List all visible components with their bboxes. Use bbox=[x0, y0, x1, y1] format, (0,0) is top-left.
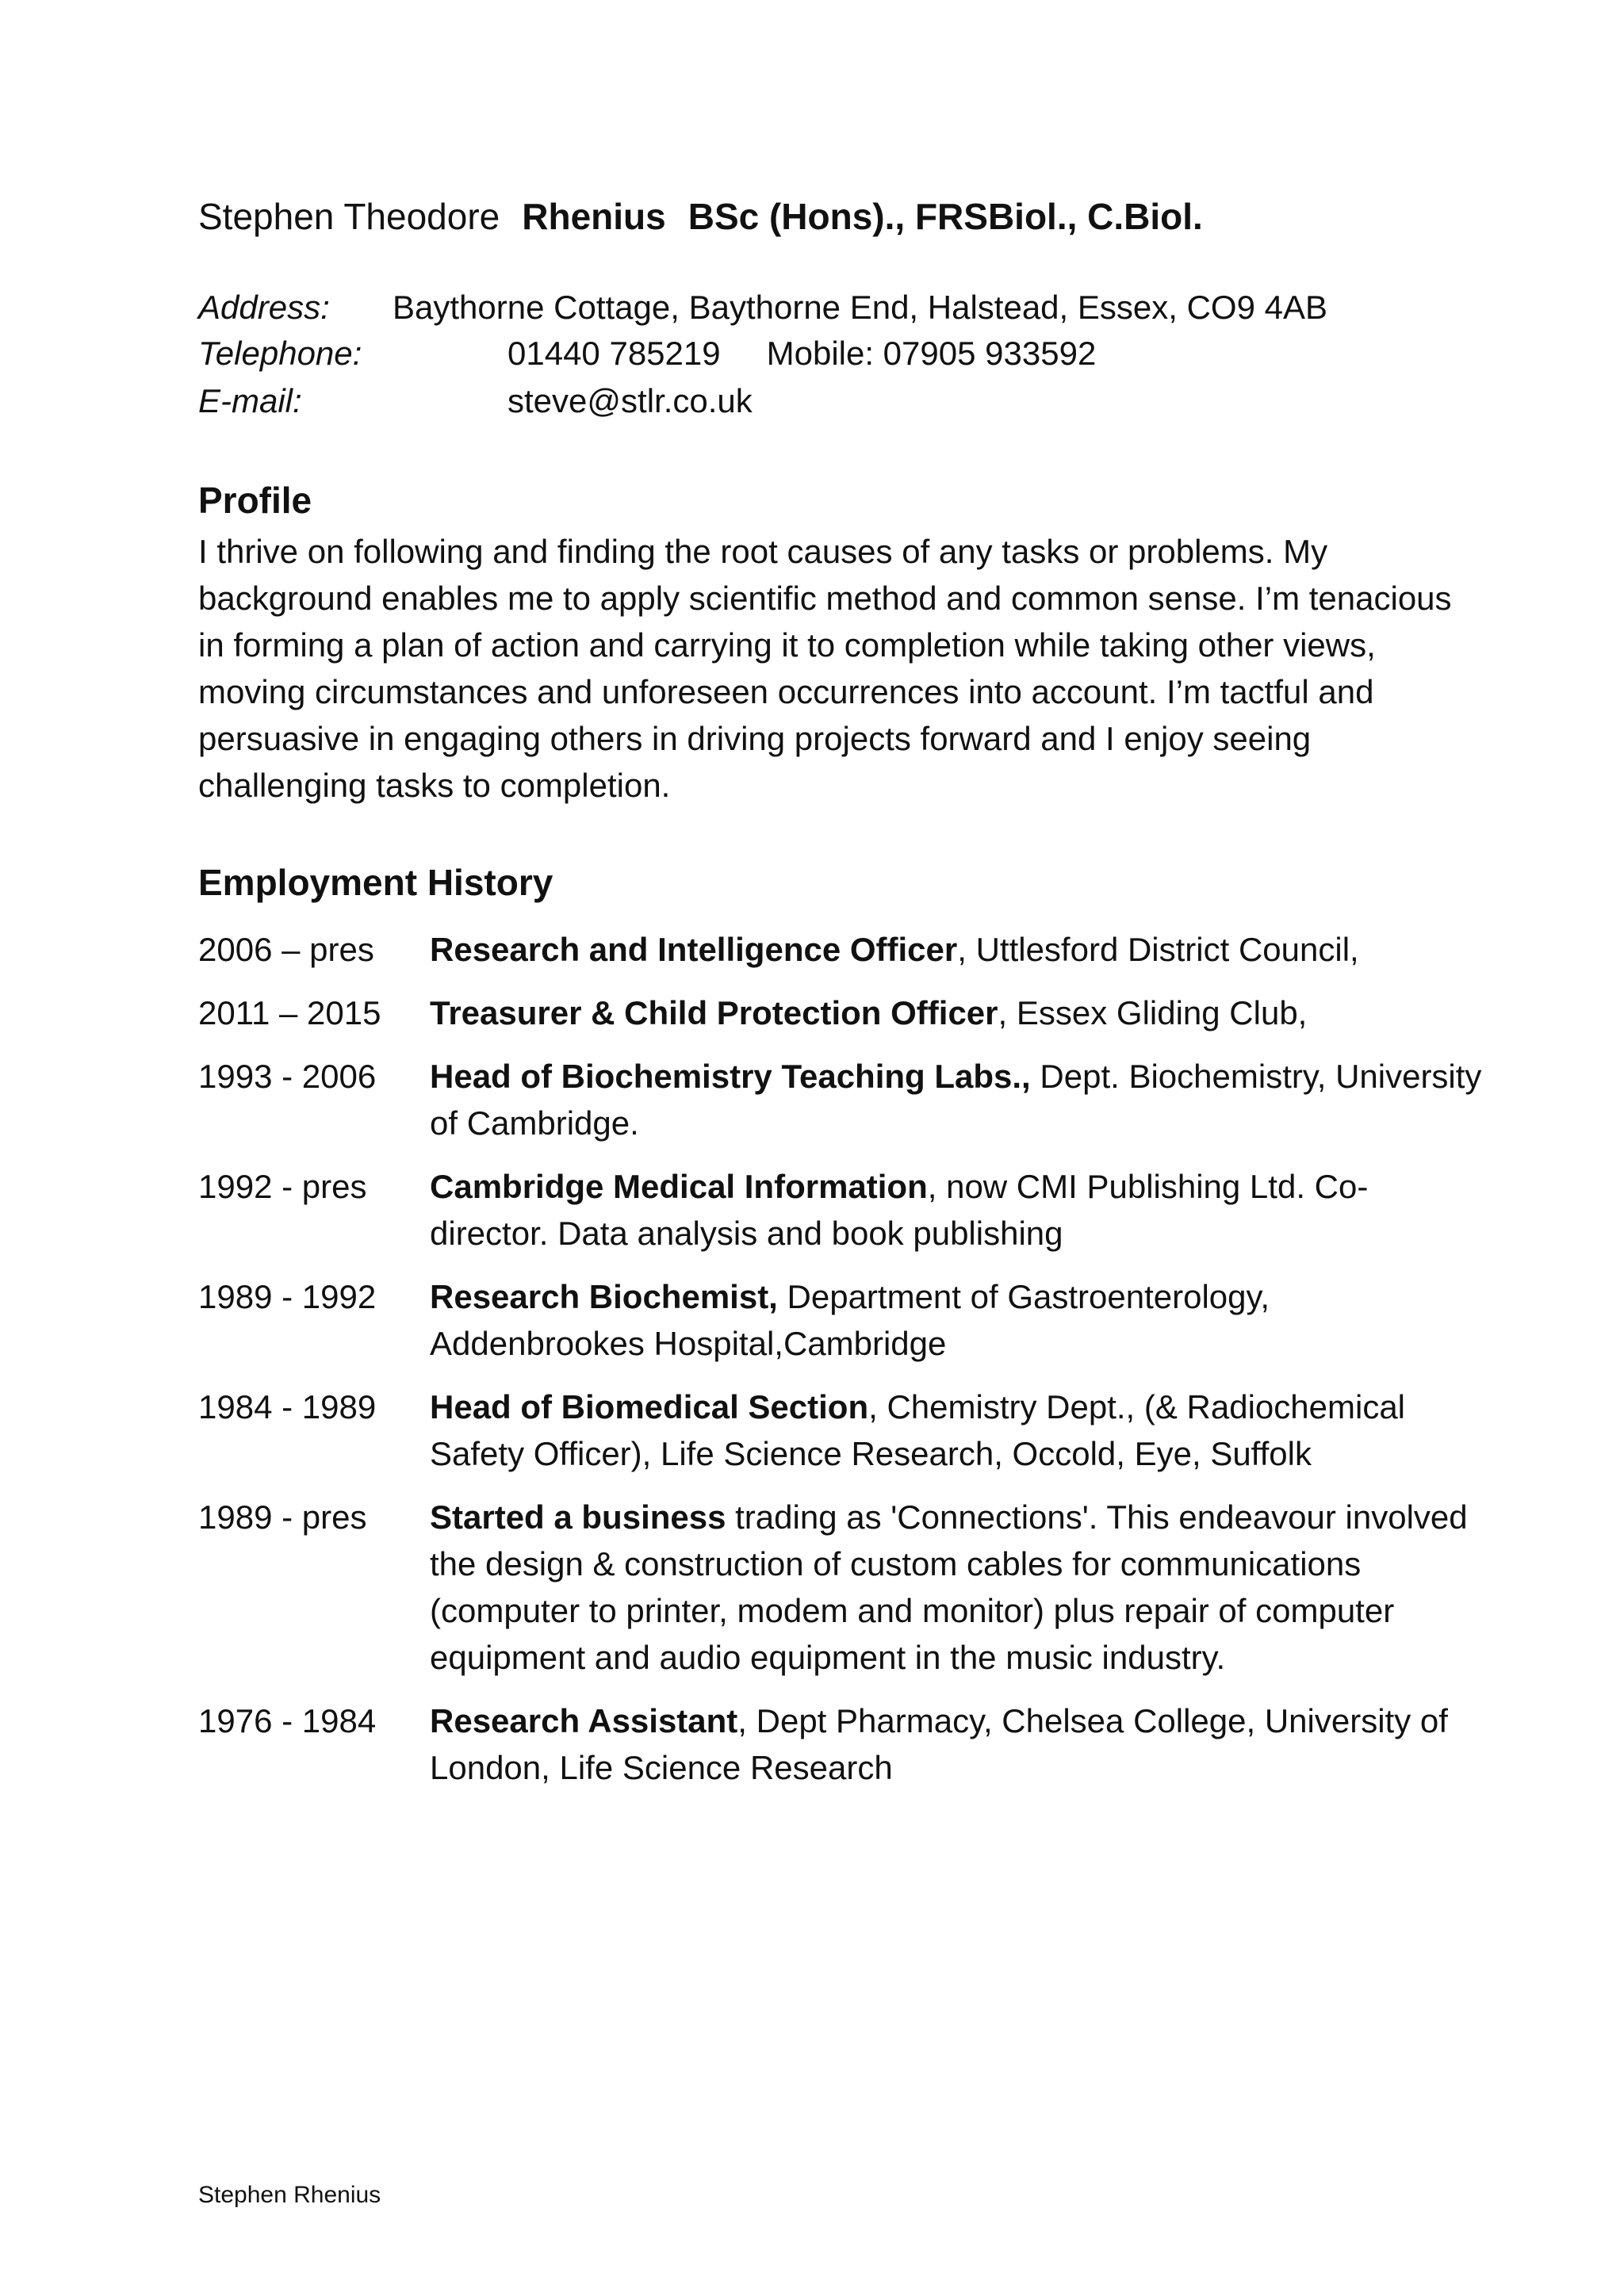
profile-text: I thrive on following and finding the root causes of any tasks or problems. My background enables me to apply scientific method and common sense. I’m tenacious in forming a plan of action and carrying it to completion while taking other views, moving circumstances and unforeseen occurrences into account. I’m tactful and persuasive in engaging others in driving projects forward and I enjoy seeing challenging tasks to completion. bbox=[198, 533, 1452, 804]
job-entry bbox=[198, 1163, 1483, 1257]
job-dates: 2011 – 2015 bbox=[198, 994, 381, 1031]
job-dates: 1989 - pres bbox=[198, 1498, 367, 1536]
job-title: Head of Biochemistry Teaching Labs., bbox=[430, 1058, 1031, 1095]
job-description bbox=[430, 1494, 1483, 1681]
employment-list bbox=[198, 926, 1483, 1808]
job-dates: 2006 – pres bbox=[198, 931, 374, 968]
job-dates: 1984 - 1989 bbox=[198, 1388, 377, 1425]
job-detail: , now CMI Publishing Ltd. Co-director. Data analysis and book publishing bbox=[430, 1168, 1369, 1252]
job-entry bbox=[198, 1697, 1483, 1791]
address-row bbox=[198, 288, 1327, 327]
job-title: Research and Intelligence Officer bbox=[430, 931, 958, 968]
job-title: Head of Biomedical Section bbox=[430, 1388, 869, 1425]
telephone-row bbox=[198, 334, 1096, 373]
job-detail: , Uttlesford District Council, bbox=[957, 931, 1359, 968]
job-description bbox=[430, 1273, 1483, 1367]
address-value: Baythorne Cottage, Baythorne End, Halstead, Essex, CO9 4AB bbox=[393, 289, 1327, 326]
address-label: Address: bbox=[198, 289, 330, 326]
job-entry bbox=[198, 926, 1483, 973]
job-dates: 1989 - 1992 bbox=[198, 1278, 377, 1315]
job-entry bbox=[198, 1383, 1483, 1477]
email-label: E-mail: bbox=[198, 382, 302, 419]
job-detail: , Dept Pharmacy, Chelsea College, University of London, Life Science Research bbox=[430, 1702, 1448, 1786]
mobile-value: Mobile: 07905 933592 bbox=[766, 335, 1097, 372]
first-names: Stephen Theodore bbox=[198, 196, 500, 237]
email-row bbox=[198, 381, 753, 421]
surname: Rhenius bbox=[522, 196, 666, 237]
employment-heading: Employment History bbox=[198, 862, 553, 903]
telephone-label: Telephone: bbox=[198, 335, 362, 372]
job-dates: 1993 - 2006 bbox=[198, 1058, 377, 1095]
job-description bbox=[430, 989, 1483, 1036]
job-entry bbox=[198, 989, 1483, 1036]
job-title: Research Assistant bbox=[430, 1702, 738, 1739]
job-dates: 1976 - 1984 bbox=[198, 1702, 377, 1739]
job-description bbox=[430, 926, 1483, 973]
qualifications: BSc (Hons)., FRSBiol., C.Biol. bbox=[688, 196, 1203, 237]
job-detail: , Chemistry Dept., (& Radiochemical Safety Officer), Life Science Research, Occold, Eye, Suffolk bbox=[430, 1388, 1406, 1472]
job-description bbox=[430, 1383, 1483, 1477]
job-description bbox=[430, 1053, 1483, 1146]
job-detail: trading as 'Connections'. This endeavour involved the design & construction of custom cables for communications (computer to printer, modem and monitor) plus repair of computer equipment and audio equipment in the music industry. bbox=[430, 1498, 1468, 1676]
job-title: Cambridge Medical Information bbox=[430, 1168, 928, 1205]
job-entry bbox=[198, 1053, 1483, 1146]
job-detail: , Essex Gliding Club, bbox=[998, 994, 1308, 1031]
job-title: Research Biochemist, bbox=[430, 1278, 778, 1315]
job-dates: 1992 - pres bbox=[198, 1168, 367, 1205]
job-title: Treasurer & Child Protection Officer bbox=[430, 994, 998, 1031]
job-entry bbox=[198, 1273, 1483, 1367]
name-heading bbox=[198, 195, 1203, 239]
job-title: Started a business bbox=[430, 1498, 726, 1536]
job-detail: Department of Gastroenterology, Addenbrookes Hospital,Cambridge bbox=[430, 1278, 1270, 1362]
job-entry bbox=[198, 1494, 1483, 1681]
telephone-value: 01440 785219 bbox=[508, 335, 721, 372]
job-detail: Dept. Biochemistry, University of Cambridge. bbox=[430, 1058, 1482, 1142]
job-description bbox=[430, 1163, 1483, 1257]
email-value: steve@stlr.co.uk bbox=[508, 382, 753, 419]
page-footer: Stephen Rhenius bbox=[198, 2182, 381, 2208]
profile-heading: Profile bbox=[198, 480, 312, 521]
job-description bbox=[430, 1697, 1483, 1791]
